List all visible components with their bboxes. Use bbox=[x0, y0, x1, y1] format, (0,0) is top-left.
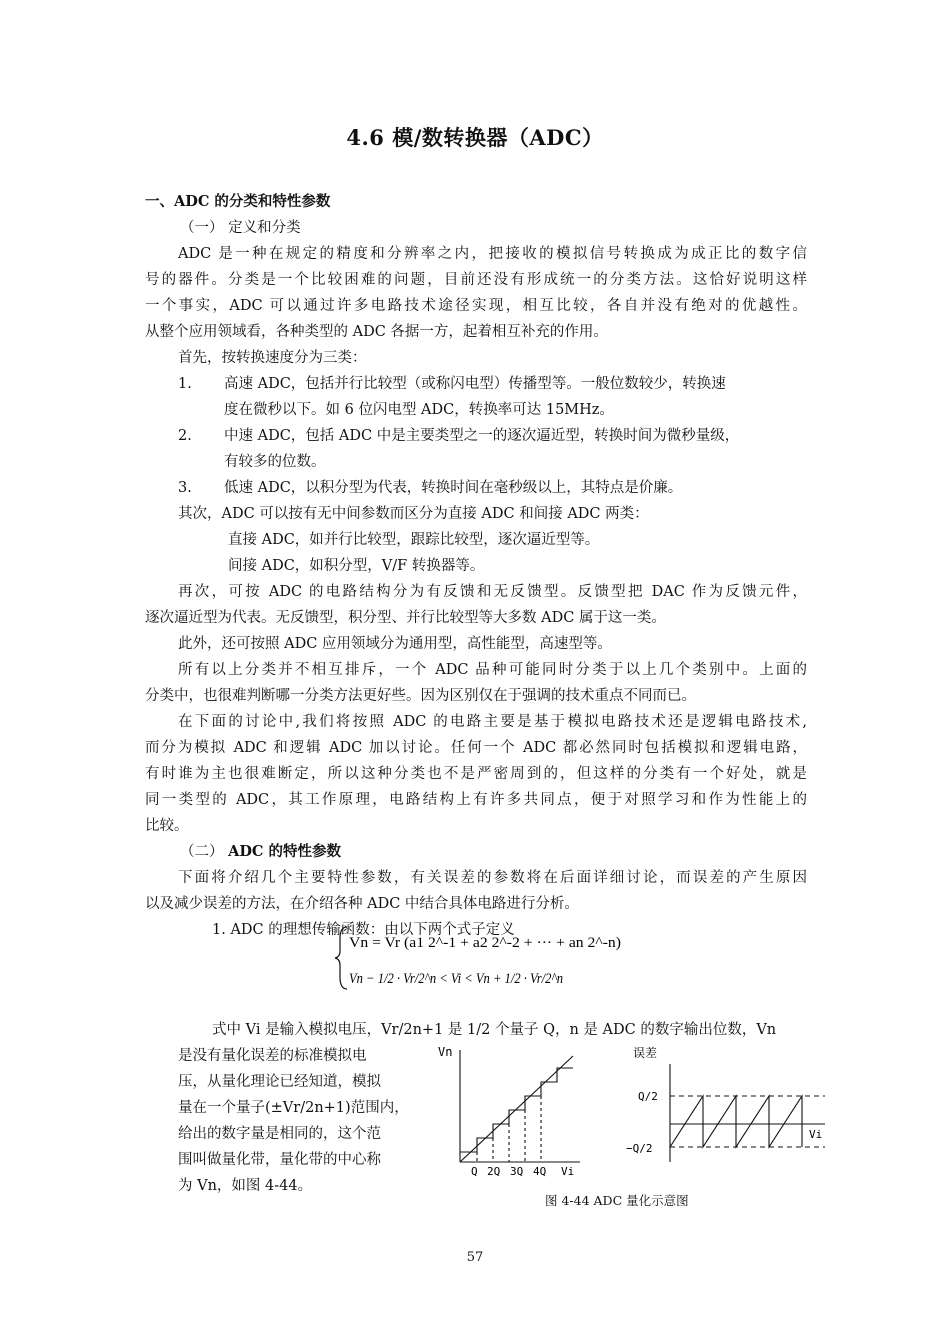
staircase-line bbox=[460, 1068, 573, 1152]
paragraph-line: 号的器件。分类是一个比较困难的问题，目前还没有形成统一的分类方法。这恰好说明这样 bbox=[145, 272, 807, 288]
paragraph-line: 逐次逼近型为代表。无反馈型，积分型、并行比较型等大多数 ADC 属于这一类。 bbox=[145, 610, 666, 626]
paragraph-line: 此外，还可按照 ADC 应用领域分为通用型，高性能型，高速型等。 bbox=[178, 636, 612, 652]
paragraph-line: 其次，ADC 可以按有无中间参数而区分为直接 ADC 和间接 ADC 两类： bbox=[178, 506, 649, 522]
x-tick-label: 3Q bbox=[510, 1165, 524, 1177]
right-x-label: Vi bbox=[809, 1128, 823, 1141]
paragraph-line: 所有以上分类并不相互排斥，一个 ADC 品种可能同时分类于以上几个类别中。上面的 bbox=[178, 662, 807, 678]
paragraph-line: 从整个应用领域看，各种类型的 ADC 各据一方，起着相互补充的作用。 bbox=[145, 324, 608, 340]
brace-icon bbox=[335, 927, 347, 989]
subsection-heading-definition: （一） 定义和分类 bbox=[180, 220, 301, 236]
transfer-function-formula bbox=[335, 917, 635, 999]
x-tick-label: 2Q bbox=[487, 1165, 501, 1177]
list-item-continuation: 度在微秒以下。如 6 位闪电型 ADC，转换率可达 15MHz。 bbox=[224, 402, 614, 418]
error-plot bbox=[670, 1064, 825, 1162]
paragraph-line: 比较。 bbox=[145, 818, 189, 834]
lower-label: −Q/2 bbox=[626, 1142, 653, 1155]
paragraph-line: ADC 是一种在规定的精度和分辨率之内，把接收的模拟信号转换成为成正比的数字信 bbox=[178, 246, 807, 262]
paragraph-line: 为 Vn，如图 4-44。 bbox=[178, 1178, 313, 1194]
page-number: 57 bbox=[466, 1250, 484, 1265]
paragraph-line: 而分为模拟 ADC 和逻辑 ADC 加以讨论。任何一个 ADC 都必然同时包括模拟和逻辑电路， bbox=[145, 740, 807, 756]
paragraph-line: 在下面的讨论中,我们将按照 ADC 的电路主要是基于模拟电路技术还是逻辑电路技术, bbox=[178, 714, 807, 730]
paragraph-line: 给出的数字量是相同的，这个范 bbox=[178, 1126, 381, 1142]
paragraph-line: 是没有量化误差的标准模拟电 bbox=[178, 1048, 367, 1064]
list-item-continuation: 有较多的位数。 bbox=[224, 454, 326, 470]
paragraph-line: 量在一个量子(±Vr/2n+1)范围内， bbox=[178, 1100, 409, 1116]
formula-line-1: Vn = Vr (a1 2^-1 + a2 2^-2 + ··· + an 2^-n) bbox=[349, 935, 621, 951]
sawtooth-line bbox=[670, 1096, 802, 1147]
list-item: 1. 高速 ADC，包括并行比较型（或称闪电型）传播型等。一般位数较少，转换速 bbox=[178, 376, 726, 392]
paragraph-line: 直接 ADC，如并行比较型，跟踪比较型，逐次逼近型等。 bbox=[228, 532, 600, 548]
x-tick-label: Q bbox=[471, 1165, 478, 1177]
paragraph-line: 下面将介绍几个主要特性参数，有关误差的参数将在后面详细讨论，而误差的产生原因 bbox=[178, 870, 807, 886]
paragraph-line: 同一类型的 ADC，其工作原理，电路结构上有许多共同点，便于对照学习和作为性能上的 bbox=[145, 792, 807, 808]
left-y-label: Vn bbox=[438, 1045, 453, 1059]
page-title: 4.6 模/数转换器（ADC） bbox=[346, 125, 604, 150]
formula-line-2: Vn − 1/2 · Vr/2^n < Vi < Vn + 1/2 · Vr/2^n bbox=[349, 971, 563, 987]
figure-caption: 图 4-44 ADC 量化示意图 bbox=[545, 1193, 689, 1208]
right-y-label: 误差 bbox=[633, 1046, 658, 1060]
paragraph-line: 首先，按转换速度分为三类： bbox=[178, 350, 367, 366]
paragraph-line: 分类中，也很难判断哪一分类方法更好些。因为区别仅在于强调的技术重点不同而已。 bbox=[145, 688, 696, 704]
list-item: 3. 低速 ADC，以积分型为代表，转换时间在毫秒级以上，其特点是价廉。 bbox=[178, 480, 683, 496]
list-item: 2. 中速 ADC，包括 ADC 中是主要类型之一的逐次逼近型，转换时间为微秒量级， bbox=[178, 428, 740, 444]
paragraph-line: 有时谁为主也很难断定，所以这种分类也不是严密周到的，但这样的分类有一个好处，就是 bbox=[145, 766, 807, 782]
subsection-heading-params: （二） ADC 的特性参数 bbox=[180, 843, 342, 860]
paragraph-line: 压，从量化理论已经知道，模拟 bbox=[178, 1074, 381, 1090]
paragraph-line: 再次，可按 ADC 的电路结构分为有反馈和无反馈型。反馈型把 DAC 作为反馈元件， bbox=[178, 584, 807, 600]
upper-label: Q/2 bbox=[638, 1090, 658, 1103]
list-item: 1. ADC 的理想传输函数：由以下两个式子定义 bbox=[212, 922, 515, 938]
paragraph-line: 式中 Vi 是输入模拟电压，Vr/2n+1 是 1/2 个量子 Q，n 是 ADC 的数字输出位数，Vn bbox=[212, 1022, 777, 1038]
paragraph-line: 围叫做量化带，量化带的中心称 bbox=[178, 1152, 381, 1168]
left-x-label: Vi bbox=[561, 1165, 575, 1177]
x-tick-label: 4Q bbox=[533, 1165, 547, 1177]
staircase-plot bbox=[460, 1050, 580, 1162]
paragraph-line: 间接 ADC，如积分型，V/F 转换器等。 bbox=[228, 558, 485, 574]
paragraph-line: 以及减少误差的方法，在介绍各种 ADC 中结合具体电路进行分析。 bbox=[145, 896, 579, 912]
ideal-line bbox=[460, 1056, 573, 1162]
quantization-figure bbox=[435, 1042, 830, 1177]
paragraph-line: 一个事实，ADC 可以通过许多电路技术途径实现，相互比较，各自并没有绝对的优越性。 bbox=[145, 298, 807, 314]
section-heading: 一、ADC 的分类和特性参数 bbox=[145, 193, 331, 210]
